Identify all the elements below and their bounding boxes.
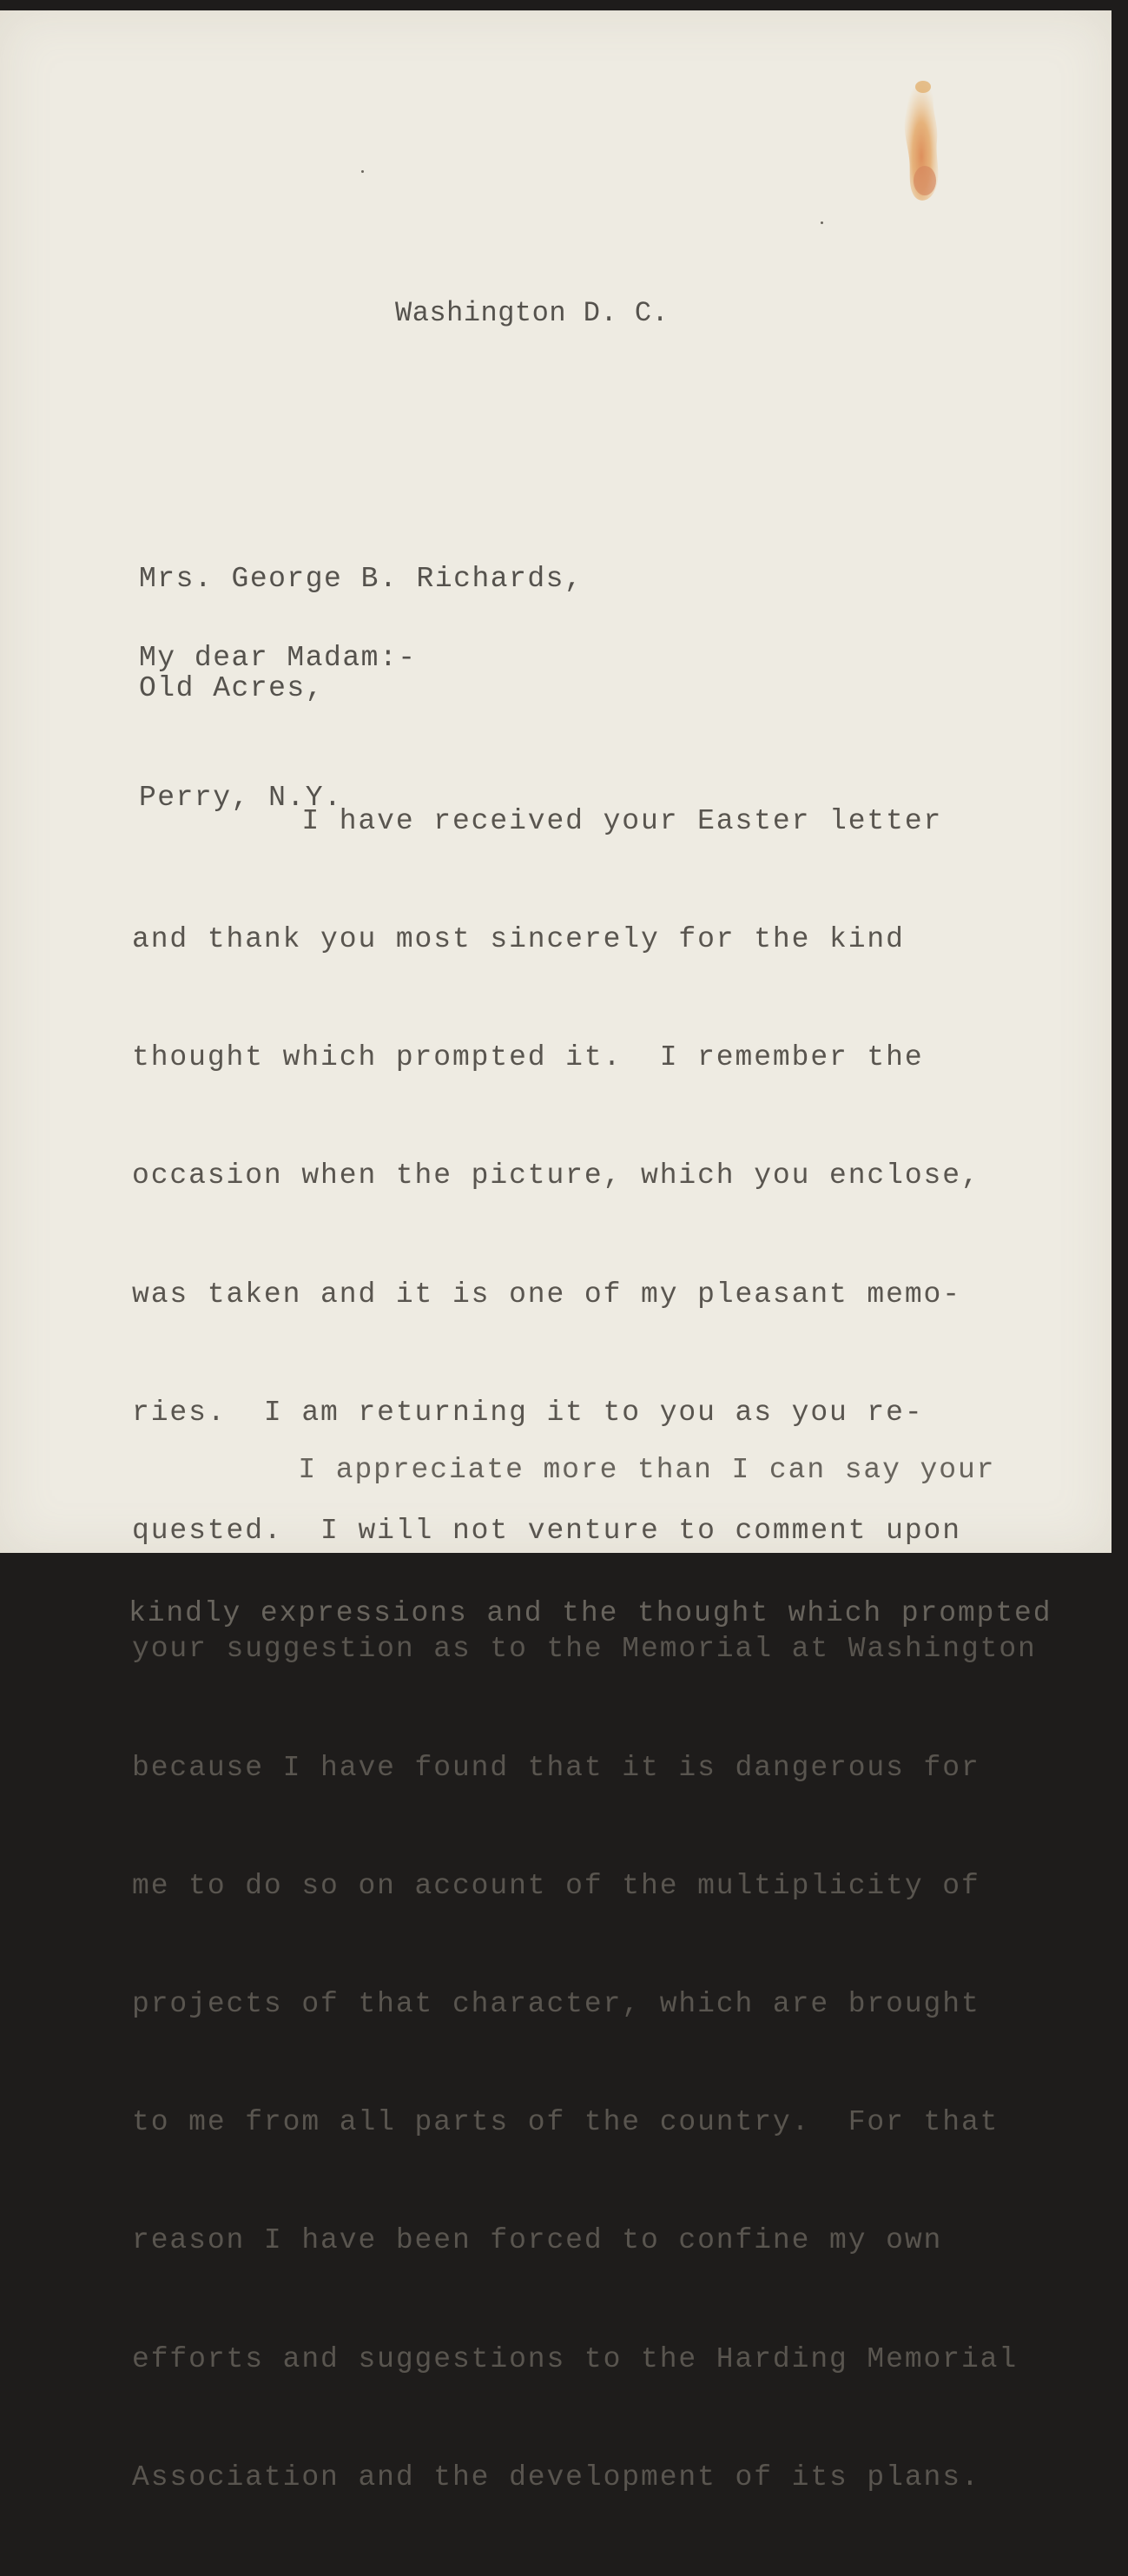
body-line: occasion when the picture, which you enclose, — [132, 1159, 980, 1192]
body-line: ries. I am returning it to you as you re- — [132, 1396, 924, 1429]
body-line: I have received your Easter letter — [132, 804, 943, 837]
body-line: was taken and it is one of my pleasant memo- — [132, 1278, 961, 1311]
body-line: to me from all parts of the country. For that — [132, 2106, 999, 2139]
address-line: Old Acres, — [139, 672, 325, 704]
body-line: reason I have been forced to confine my own — [132, 2224, 943, 2257]
address-line: Perry, N.Y. — [139, 782, 343, 814]
body-line: your suggestion as to the Memorial at Washington — [132, 1633, 1037, 1666]
body-line: Association and the development of its plans. — [132, 2460, 980, 2493]
letter-page — [0, 10, 1112, 2493]
body-line: projects of that character, which are brought — [132, 1988, 980, 2020]
rust-stain-icon — [899, 69, 944, 208]
paper-speck-icon — [821, 221, 823, 224]
body-line: me to do so on account of the multiplicity of — [132, 1869, 980, 1902]
body-line: thought which prompted it. I remember the — [132, 1041, 924, 1074]
body-line: and thank you most sincerely for the kind — [132, 923, 905, 956]
closing-line: I appreciate more than I can say your — [129, 1454, 996, 1486]
salutation: My dear Madam:- — [139, 642, 417, 674]
body-line: because I have found that it is dangerous for — [132, 1751, 980, 1784]
paper-speck-icon — [361, 170, 364, 173]
address-line: Mrs. George B. Richards, — [139, 563, 584, 595]
body-line: efforts and suggestions to the Harding Memorial — [132, 2342, 1019, 2375]
closing-line: kindly expressions and the thought which prompted — [129, 1597, 1052, 1629]
body-line: quested. I will not venture to comment upon — [132, 1515, 961, 1548]
letter-place: Washington D. C. — [395, 297, 670, 329]
closing-paragraph — [129, 1351, 1052, 1733]
